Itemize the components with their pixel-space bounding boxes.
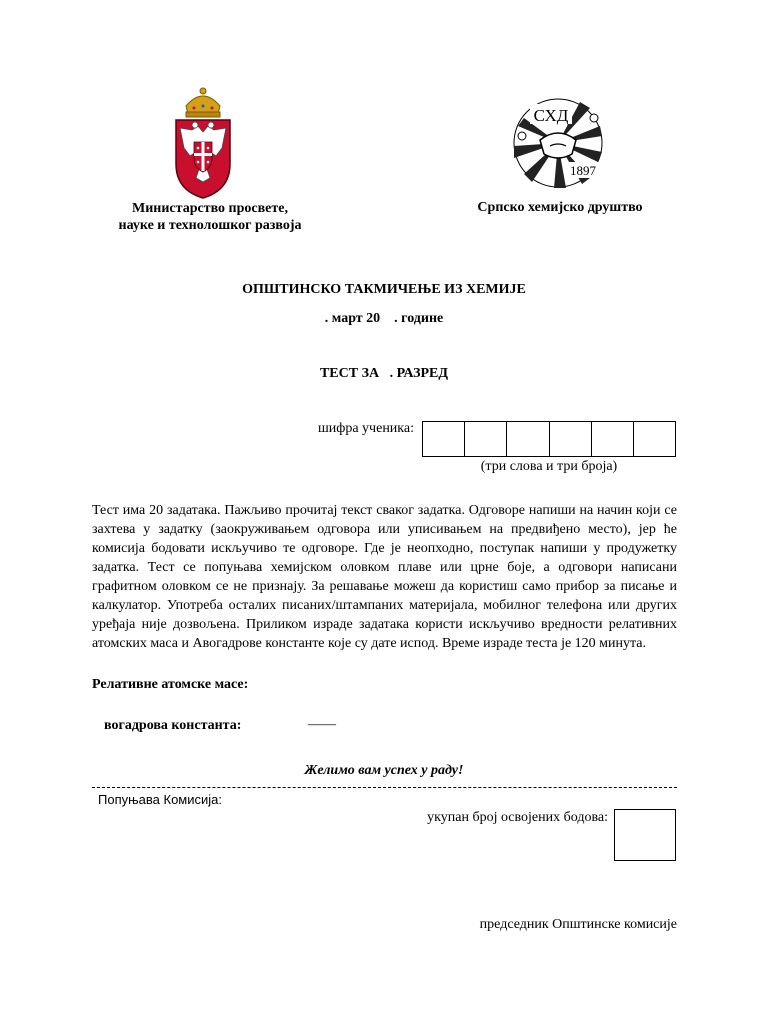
code-box[interactable] [550,422,592,456]
avogadro-value: —— [308,717,336,732]
student-code-label: шифра ученика: [318,421,414,436]
code-box[interactable] [634,422,675,456]
student-code-boxes[interactable] [422,421,676,457]
exam-title: ОПШТИНСКО ТАКМИЧЕЊЕ ИЗ ХЕМИЈЕ [242,282,526,297]
atomic-masses-label: Релативне атомске масе: [92,677,249,692]
dashed-divider [92,787,677,788]
logo-year: 1897 [570,163,596,178]
chemical-society-logo [510,96,606,190]
crown-icon [186,88,220,117]
ministry-name [60,200,360,234]
cross-shield-icon [194,142,212,172]
instructions-paragraph: Тест има 20 задатака. Пажљиво прочитај текст сваког задатка. Одговоре напиши на начин који се захтева у задатку (заокруживањем одговора или уписивањем на предвиђено место), јер ће комисија бодовати искључиво те одговоре. Где је неопходно, поступак напиши у продужетку задатка. Тест се попуњава хемијском оловком плаве или црне боје, а одговори написани графитном оловком се не признају. За решавање можеш да користиш само прибор за писање и калкулатор. Употреба осталих писаних/штампаних материјала, мобилног телефона или других уређаја није дозвољена. Приликом израде задатака користи искључиво вредности релативних атомских маса и Авогадрове константе које су дате испод. Време израде теста је 120 минута. [92,503,677,651]
president-signature-label: председник Општинске комисије [479,917,677,932]
commission-label: Попуњава Комисија: [98,792,223,807]
society-name: Српско хемијско друштво [477,200,643,215]
code-box[interactable] [507,422,549,456]
avogadro-label: вогадрова константа: [104,718,242,733]
exam-date: . март 20 . године [324,311,444,326]
code-box[interactable] [423,422,465,456]
test-grade: ТЕСТ ЗА . РАЗРЕД [319,366,449,381]
total-points-box[interactable] [614,809,676,861]
logo-letters: СХД [533,106,569,125]
student-code-hint: (три слова и три броја) [480,459,618,474]
code-box[interactable] [465,422,507,456]
code-box[interactable] [592,422,634,456]
ministry-line-1: Министарство просвете, [132,201,288,216]
ministry-line-2: науке и технолошког развоја [118,218,302,233]
total-points-label: укупан број освојених бодова: [427,810,608,825]
good-luck-message: Желимо вам успех у раду! [304,763,464,778]
serbian-coat-of-arms [170,86,236,200]
